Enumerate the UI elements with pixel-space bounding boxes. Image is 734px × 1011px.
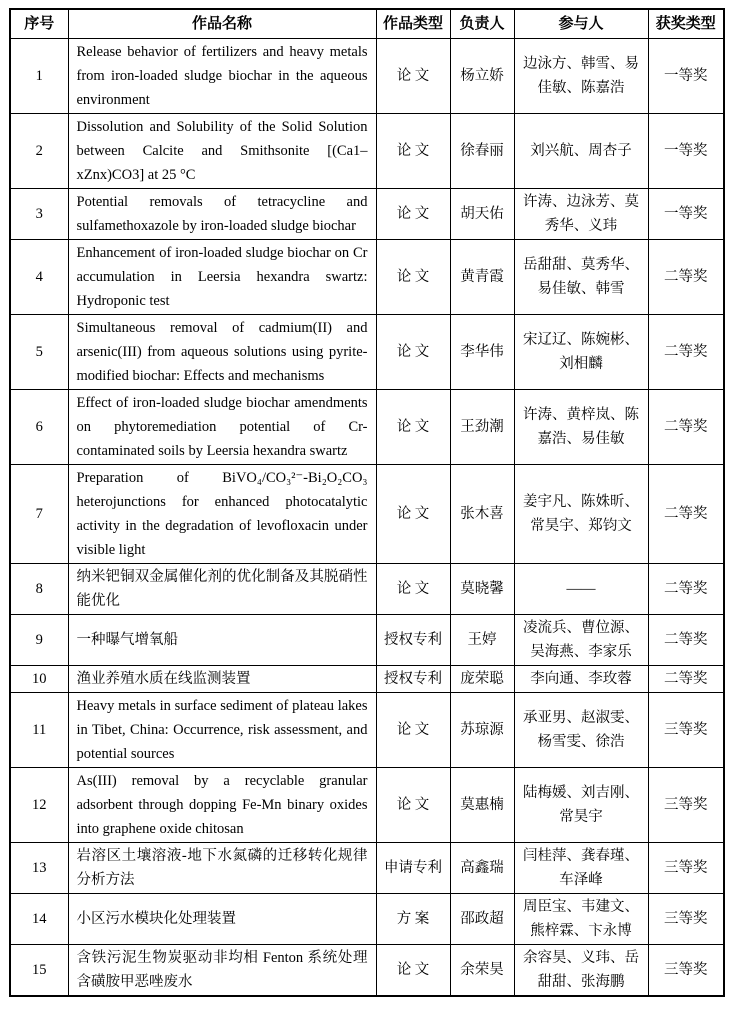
work-title: Heavy metals in surface sediment of plateau lakes in Tibet, China: Occurrence, risk assessment, and potential sources — [68, 693, 376, 768]
header-participants: 参与人 — [514, 9, 648, 39]
participants: 李向通、李玫蓉 — [514, 666, 648, 693]
table-row — [10, 315, 724, 390]
awards-table — [9, 8, 725, 997]
work-type: 论 文 — [376, 390, 450, 465]
award-type: 三等奖 — [648, 768, 724, 843]
row-number: 13 — [10, 843, 68, 894]
work-type: 论 文 — [376, 189, 450, 240]
work-title: Enhancement of iron-loaded sludge biochar on Cr accumulation in Leersia hexandra swartz: Hydroponic test — [68, 240, 376, 315]
row-number: 11 — [10, 693, 68, 768]
leader-name: 张木喜 — [450, 465, 514, 564]
work-title: Preparation of BiVO₄/CO₃²⁻-Bi₂O₂CO₃ heterojunctions for enhanced photocatalytic activity in the degradation of levofloxacin under visible light — [68, 465, 376, 564]
work-type: 方 案 — [376, 894, 450, 945]
header-work-type: 作品类型 — [376, 9, 450, 39]
row-number: 8 — [10, 564, 68, 615]
participants: 岳甜甜、莫秀华、易佳敏、韩雪 — [514, 240, 648, 315]
row-number: 7 — [10, 465, 68, 564]
table-row — [10, 945, 724, 997]
participants: 陆梅媛、刘吉刚、常昊宇 — [514, 768, 648, 843]
header-award-type: 获奖类型 — [648, 9, 724, 39]
row-number: 9 — [10, 615, 68, 666]
table-body — [10, 39, 724, 997]
award-type: 二等奖 — [648, 390, 724, 465]
participants: 姜宇凡、陈姝昕、常昊宇、郑钧文 — [514, 465, 648, 564]
leader-name: 黄青霞 — [450, 240, 514, 315]
work-type: 论 文 — [376, 315, 450, 390]
leader-name: 庞荣聪 — [450, 666, 514, 693]
header-leader: 负责人 — [450, 9, 514, 39]
participants: 余容昊、义玮、岳甜甜、张海鹏 — [514, 945, 648, 997]
table-row — [10, 189, 724, 240]
table-header — [10, 9, 724, 39]
leader-name: 徐春丽 — [450, 114, 514, 189]
table-row — [10, 390, 724, 465]
work-title: Potential removals of tetracycline and sulfamethoxazole by iron-loaded sludge biochar — [68, 189, 376, 240]
table-row — [10, 114, 724, 189]
participants: 许涛、黄梓岚、陈嘉浩、易佳敏 — [514, 390, 648, 465]
participants: 许涛、边泳芳、莫秀华、义玮 — [514, 189, 648, 240]
work-type: 论 文 — [376, 39, 450, 114]
table-row — [10, 693, 724, 768]
row-number: 12 — [10, 768, 68, 843]
participants: 闫桂萍、龚春瑾、车泽峰 — [514, 843, 648, 894]
row-number: 3 — [10, 189, 68, 240]
work-title: 纳米钯铜双金属催化剂的优化制备及其脱硝性能优化 — [68, 564, 376, 615]
work-type: 论 文 — [376, 564, 450, 615]
participants: 承亚男、赵淑雯、杨雪雯、徐浩 — [514, 693, 648, 768]
award-type: 二等奖 — [648, 615, 724, 666]
table-row — [10, 240, 724, 315]
award-type: 二等奖 — [648, 315, 724, 390]
award-type: 一等奖 — [648, 39, 724, 114]
participants: 凌流兵、曹位源、吴海燕、李家乐 — [514, 615, 648, 666]
leader-name: 余荣昊 — [450, 945, 514, 997]
award-type: 一等奖 — [648, 189, 724, 240]
work-type: 论 文 — [376, 465, 450, 564]
table-row — [10, 843, 724, 894]
work-title: 小区污水模块化处理装置 — [68, 894, 376, 945]
table-row — [10, 768, 724, 843]
work-type: 授权专利 — [376, 666, 450, 693]
table-row — [10, 666, 724, 693]
row-number: 4 — [10, 240, 68, 315]
leader-name: 王劲潮 — [450, 390, 514, 465]
award-type: 二等奖 — [648, 666, 724, 693]
work-type: 申请专利 — [376, 843, 450, 894]
table-row — [10, 615, 724, 666]
leader-name: 高鑫瑞 — [450, 843, 514, 894]
leader-name: 邵政超 — [450, 894, 514, 945]
award-type: 二等奖 — [648, 240, 724, 315]
row-number: 10 — [10, 666, 68, 693]
work-type: 论 文 — [376, 114, 450, 189]
work-type: 论 文 — [376, 945, 450, 997]
work-title: As(III) removal by a recyclable granular adsorbent through dopping Fe-Mn binary oxides into graphene oxide chitosan — [68, 768, 376, 843]
leader-name: 莫惠楠 — [450, 768, 514, 843]
row-number: 5 — [10, 315, 68, 390]
table-row — [10, 465, 724, 564]
participants: —— — [514, 564, 648, 615]
work-title: Release behavior of fertilizers and heavy metals from iron-loaded sludge biochar in the aqueous environment — [68, 39, 376, 114]
row-number: 14 — [10, 894, 68, 945]
work-title: Simultaneous removal of cadmium(II) and arsenic(III) from aqueous solutions using pyrite-modified biochar: Effects and mechanisms — [68, 315, 376, 390]
row-number: 1 — [10, 39, 68, 114]
work-title: Dissolution and Solubility of the Solid Solution between Calcite and Smithsonite [(Ca1–xZnx)CO3] at 25 °C — [68, 114, 376, 189]
work-title: 含铁污泥生物炭驱动非均相 Fenton 系统处理含磺胺甲恶唑废水 — [68, 945, 376, 997]
leader-name: 王婷 — [450, 615, 514, 666]
work-type: 授权专利 — [376, 615, 450, 666]
award-type: 二等奖 — [648, 465, 724, 564]
header-row — [10, 9, 724, 39]
leader-name: 莫晓馨 — [450, 564, 514, 615]
header-index: 序号 — [10, 9, 68, 39]
award-type: 三等奖 — [648, 843, 724, 894]
work-title: Effect of iron-loaded sludge biochar amendments on phytoremediation potential of Cr-contaminated soils by Leersia hexandra swartz — [68, 390, 376, 465]
row-number: 6 — [10, 390, 68, 465]
participants: 周臣宝、韦建文、熊梓霖、卞永博 — [514, 894, 648, 945]
work-title: 一种曝气增氧船 — [68, 615, 376, 666]
award-type: 一等奖 — [648, 114, 724, 189]
work-title: 渔业养殖水质在线监测装置 — [68, 666, 376, 693]
work-type: 论 文 — [376, 693, 450, 768]
participants: 刘兴航、周杏子 — [514, 114, 648, 189]
leader-name: 杨立娇 — [450, 39, 514, 114]
header-work-title: 作品名称 — [68, 9, 376, 39]
row-number: 15 — [10, 945, 68, 997]
participants: 边泳方、韩雪、易佳敏、陈嘉浩 — [514, 39, 648, 114]
award-type: 三等奖 — [648, 945, 724, 997]
table-row — [10, 894, 724, 945]
award-type: 二等奖 — [648, 564, 724, 615]
work-type: 论 文 — [376, 768, 450, 843]
work-type: 论 文 — [376, 240, 450, 315]
participants: 宋辽辽、陈婉彬、刘相麟 — [514, 315, 648, 390]
award-type: 三等奖 — [648, 894, 724, 945]
award-type: 三等奖 — [648, 693, 724, 768]
table-row — [10, 39, 724, 114]
leader-name: 胡天佑 — [450, 189, 514, 240]
work-title: 岩溶区土壤溶液-地下水氮磷的迁移转化规律分析方法 — [68, 843, 376, 894]
leader-name: 李华伟 — [450, 315, 514, 390]
table-row — [10, 564, 724, 615]
row-number: 2 — [10, 114, 68, 189]
leader-name: 苏琼源 — [450, 693, 514, 768]
